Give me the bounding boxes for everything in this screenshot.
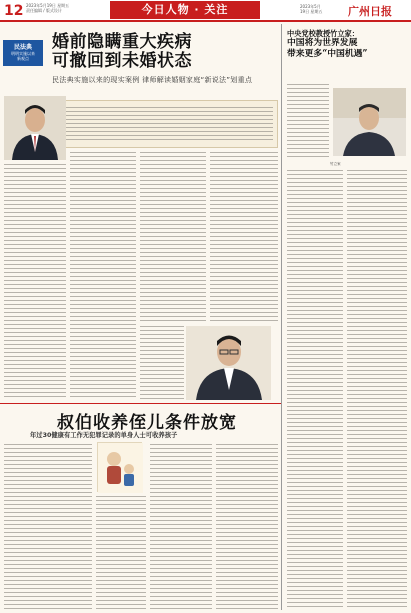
article2-headline: 叔伯收养侄儿条件放宽: [57, 413, 237, 433]
intro-box: [52, 100, 278, 148]
photo-caption: 竹立家: [330, 162, 341, 166]
a2-col1-text: [4, 444, 92, 610]
tag-sub-1: 明明实施以来: [11, 51, 35, 56]
photo-lawyer-1: [4, 96, 66, 160]
tag-main: 民法典: [13, 44, 32, 51]
col4-text: [210, 152, 278, 322]
meta-left-line: 2023年5月19日 星期五: [26, 3, 70, 8]
person-photo: [186, 326, 271, 400]
illustration-icon: [98, 443, 143, 493]
section-divider: [0, 403, 281, 404]
a2-col2-text: [96, 496, 146, 610]
paper-logo: 广州日报: [348, 5, 392, 18]
person-photo: [4, 96, 66, 160]
section-banner: 今日人物 · 关注: [110, 1, 260, 19]
article2-deck: 年过30健康有工作无犯罪记录的单身人士可收养孩子: [30, 432, 178, 439]
intro-text: [59, 107, 273, 143]
right-kicker: 中央党校教授竹立家：: [287, 29, 359, 38]
col1-text: [4, 164, 66, 400]
photo-professor: [333, 88, 406, 156]
right-col1-text: [287, 170, 343, 610]
meta-right-line: 2023年5月: [300, 4, 321, 9]
right-intro-text: [287, 84, 329, 158]
right-headline-line1: 中国将为世界发展: [287, 38, 358, 48]
meta-left-line: 责任编辑 / 版式设计: [26, 8, 62, 13]
col3b-text: [140, 326, 184, 400]
right-headline-line2: 带来更多“中国机遇”: [287, 49, 368, 59]
article1-headline-line1: 婚前隐瞒重大疾病: [52, 32, 192, 52]
page-number: 12: [4, 3, 24, 19]
article1-headline-line2: 可撤回到未婚状态: [52, 51, 192, 71]
right-article-headline: [287, 29, 409, 60]
meta-right-line: 19日 星期五: [300, 9, 323, 14]
article1-deck: 民法典实施以来的现实案例 律师解读婚姻家庭“新说法”划重点: [52, 76, 253, 84]
section-tag: [3, 40, 43, 66]
photo-lawyer-2: [186, 326, 271, 400]
right-col2-text: [347, 170, 407, 610]
a2-col4-text: [216, 444, 278, 610]
article1-headline: [52, 33, 277, 71]
illustration-adoption: [97, 442, 142, 492]
col2-text: [70, 152, 136, 400]
a2-col3-text: [150, 444, 212, 610]
meta-right: [300, 4, 322, 14]
tag-sub-2: 新观点: [17, 56, 29, 61]
person-photo: [333, 88, 406, 156]
column-divider: [281, 24, 282, 610]
col3-text: [140, 152, 206, 322]
masthead: [0, 0, 411, 22]
meta-left: [26, 3, 69, 13]
